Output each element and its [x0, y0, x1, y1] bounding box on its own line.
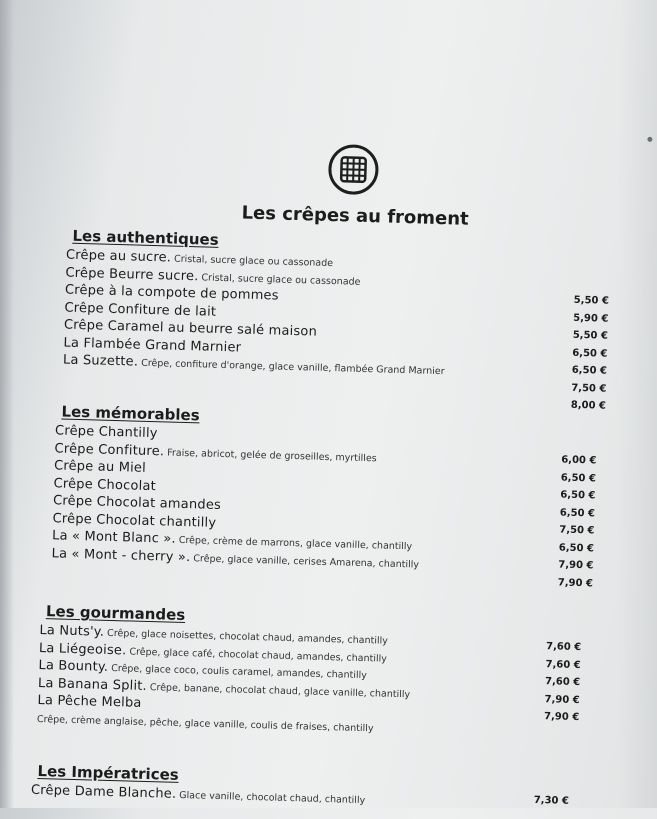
page-shading — [617, 0, 657, 808]
item-price: 5,90 € — [568, 309, 608, 328]
item-name: Crêpe Chocolat — [53, 476, 156, 494]
item-name: Crêpe Caramel au beurre salé maison — [64, 318, 317, 340]
item-price: 6,50 € — [567, 344, 607, 363]
item-price: 6,00 € — [556, 451, 596, 470]
item-description: Crêpe, glace noisettes, chocolat chaud, amandes, chantilly — [107, 628, 388, 647]
item-price: 6,50 € — [556, 469, 596, 488]
item-price: 7,30 € — [529, 792, 569, 811]
item-name: Crêpe Dame Blanche. — [31, 783, 177, 802]
item-description: Crêpe, banane, chocolat chaud, glace vanille, chantilly — [150, 682, 411, 700]
item-name: La « Mont - cherry ». — [51, 546, 190, 565]
item-name: La Bounty. — [38, 658, 108, 675]
item-price: 7,50 € — [566, 379, 606, 398]
item-name: Crêpe au sucre. — [66, 248, 172, 266]
section-heading: Les mémorables — [61, 401, 657, 441]
item-price: 7,90 € — [553, 556, 593, 575]
item-price: 6,50 € — [555, 504, 595, 523]
item-price: 8,00 € — [566, 397, 606, 416]
item-name: Crêpe Confiture. — [54, 441, 164, 459]
item-name: La « Mont Blanc ». — [52, 528, 176, 546]
item-price: 7,60 € — [541, 638, 581, 657]
item-price: 7,60 € — [540, 673, 580, 692]
item-description: Glace vanille, chocolat chaud, chantilly — [179, 790, 365, 806]
item-name: La Pêche Melba — [37, 693, 141, 711]
item-price: 7,90 € — [553, 574, 593, 593]
item-price: 7,90 € — [539, 690, 579, 709]
section-heading: Les authentiques — [72, 225, 657, 265]
item-name: Crêpe Beurre sucre. — [65, 265, 199, 284]
section-heading: Les Impératrices — [37, 760, 657, 800]
item-price: 6,50 € — [567, 362, 607, 381]
item-name: La Nuts'y. — [39, 623, 104, 640]
item-name: Crêpe Chantilly — [55, 423, 158, 441]
item-description: Cristal, sucre glace ou cassonade — [201, 272, 360, 287]
price-column — [539, 638, 581, 727]
item-description: Crêpe, crème anglaise, pêche, glace vanille, coulis de fraises, chantilly — [37, 713, 374, 733]
item-price: 6,50 € — [555, 486, 595, 505]
item-price: 7,50 € — [554, 521, 594, 540]
item-description: Crêpe, glace vanille, cerises Amarena, chantilly — [193, 553, 419, 570]
waffle-icon — [328, 144, 379, 195]
item-description: Crêpe, glace café, chocolat chaud, amandes, chantilly — [129, 646, 387, 664]
item-description: Cristal, sucre glace ou cassonade — [174, 254, 333, 269]
item-price: 6,50 € — [554, 539, 594, 558]
item-name: Crêpe au Miel — [54, 458, 146, 476]
item-name: Crêpe à la compote de pommes — [65, 283, 279, 304]
item-name: Crêpe Chocolat amandes — [53, 493, 221, 513]
section-heading: Les gourmandes — [46, 600, 657, 640]
item-description: Fraise, abricot, gelée de groseilles, myrtilles — [167, 447, 377, 464]
item-name: La Liégeoise. — [39, 640, 127, 657]
item-price: 5,50 € — [568, 327, 608, 346]
price-column — [553, 451, 597, 592]
menu-title: Les crêpes au froment — [5, 196, 657, 237]
item-price: 7,90 € — [539, 708, 579, 727]
price-column — [566, 292, 609, 416]
item-description: Crêpe, crème de marrons, glace vanille, chantilly — [179, 535, 413, 553]
item-price: 7,60 € — [540, 655, 580, 674]
item-price: 5,50 € — [569, 292, 609, 311]
item-description: Crêpe, glace coco, coulis caramel, amandes, chantilly — [111, 663, 367, 681]
item-name: La Banana Split. — [38, 675, 147, 693]
item-name: La Flambée Grand Marnier — [63, 335, 241, 355]
item-name: La Suzette. — [63, 353, 139, 370]
item-name: Crêpe Chocolat chantilly — [52, 511, 216, 531]
item-description: Crêpe, confiture d'orange, glace vanille, flambée Grand Marnier — [141, 358, 445, 377]
item-name: Crêpe Confiture de lait — [64, 300, 216, 319]
